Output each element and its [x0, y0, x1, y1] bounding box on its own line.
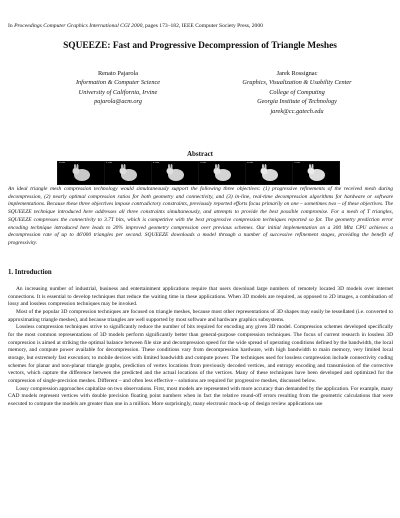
frame-caption: 5 lod — [294, 162, 300, 164]
paragraph: Lossy compression approaches capitalize on two observations. First, most models are represented with more accuracy than demanded by the application. For example, many CAD models represent vertices with double precision floating point numbers when in fact the relative round-off errors resulting from the geometric calculations that were executed to compute the models are greater than one in a million. More surprisingly, many electronic mock-up of design review applications use — [8, 385, 393, 407]
bunny-model-image — [164, 164, 186, 182]
bunny-model-image — [70, 164, 92, 182]
author-name: Jarek Rossignac — [276, 70, 318, 77]
frame-caption: 4 lod — [247, 162, 253, 164]
author-affiliation: Graphics, Visualization & Usability Center — [242, 79, 352, 87]
author-institution: College of Computing — [269, 88, 325, 96]
author-email: jarek@cc.gatech.edu — [270, 107, 324, 115]
venue-prefix: In — [8, 23, 13, 29]
venue-line — [8, 23, 263, 29]
author-institution: University of California, Irvine — [78, 88, 158, 96]
introduction-body — [8, 286, 393, 409]
frame-caption: 1 lod — [106, 162, 112, 164]
author-block-2 — [212, 69, 382, 116]
abstract-text: An ideal triangle mesh compression technology would simultaneously support the following three objectives: (1) progressive refinements of the received mesh during decompression, (2) nearly optimal compression ratios for both geometry and connectivity, and (3) in-line, real-time decompression algorithms for hardware or software implementations. Because these three objectives impose contradictory constraints, previously reported efforts focus primarily on one – sometimes two – of these objectives. The SQUEEZE technique introduced here addresses all three constraints simultaneously, and attempts to provide the best possible compromise. For a mesh of T triangles, SQUEEZE compresses the connectivity to 3.7T bits, which is competitive with the best progressive compression techniques reported so far. The geometry prediction error encoding technique introduced here leads to 20% improved geometry compression over previous schemes. Our initial implementation on a 300 Mhz CPU achieves a decompression rate of up to 46'000 triangles per second. SQUEEZE downloads a model through a number of successive refinement stages, providing the benefit of progressivity. — [8, 186, 393, 246]
lod-frame — [246, 162, 292, 184]
frame-caption: 2 lod — [153, 162, 159, 164]
lod-frame — [58, 162, 104, 184]
lod-frame — [105, 162, 151, 184]
venue-details: , pages 173–182, IEEE Computer Society Press, 2000 — [142, 23, 263, 29]
bunny-model-image — [258, 164, 280, 182]
paper-title: SQUEEZE: Fast and Progressive Decompression of Triangle Meshes — [63, 41, 337, 51]
bunny-model-image — [211, 164, 233, 182]
paragraph: An increasing number of industrial, business and entertainment applications require that users download large numbers of remotely located 3D models over internet connections. It is essential to develop techniques that reduce the waiting time in these applications. When 3D models are required, as opposed to 2D images, a combination of lossy and lossless compression techniques may be invoked. — [8, 286, 393, 308]
paragraph: Most of the popular 3D compression techniques are focused on triangle meshes, because most other representations of 3D shapes may easily be tessellated (i.e. converted to approximating triangle meshes), and because triangles are well supported by most software and hardware graphics subsystems. — [8, 308, 393, 323]
frame-caption: 3 lod — [200, 162, 206, 164]
abstract-heading: Abstract — [186, 150, 214, 158]
lod-frame — [293, 162, 339, 184]
lod-figure-strip — [57, 161, 340, 185]
venue-proceedings: Proceedings Computer Graphics International CGI 2000 — [14, 23, 143, 29]
bunny-model-image — [117, 164, 139, 182]
author-block-1 — [48, 69, 188, 107]
bunny-model-image — [305, 164, 327, 182]
frame-caption: 0 lod — [59, 162, 65, 164]
section-heading-introduction: 1. Introduction — [8, 269, 52, 276]
author-name: Renato Pajarola — [97, 70, 139, 77]
lod-frame — [152, 162, 198, 184]
lod-frame — [199, 162, 245, 184]
paragraph: Lossless compression techniques strive to significantly reduce the number of bits required for encoding any given 3D model. Compression schemes developed specifically for the most common representations of 3D models perform significantly better than general-purpose compression techniques. The focus of current research in lossless 3D compression is aimed at striking the optimal balance between file size and decompression speed for the wide spread of operating conditions defined by the bandwidth, the local memory, and compute power available for decompression. These conditions vary from decompression hardware, with high bandwidth to main memory, very limited local storage, but extremely fast execution; to mobile devices with limited bandwidth and compute power. The techniques used for lossless compression include connectivity coding schemes for planar and non-planar triangle graphs, prediction of vertex locations from previously decoded vertices, and entropy encoding and transmission of the corrective vectors, which capture the difference between the predicted and the actual locations of the vertices. Many of these techniques have been developed and optimized for the compression of single-precision meshes. Different – and often less effective – solutions are required for progressive meshes, discussed below. — [8, 324, 393, 384]
author-email: pajarola@acm.org — [94, 98, 142, 106]
author-affiliation: Information & Computer Science — [75, 79, 161, 87]
author-institution-2: Georgia Institute of Technology — [257, 98, 337, 106]
